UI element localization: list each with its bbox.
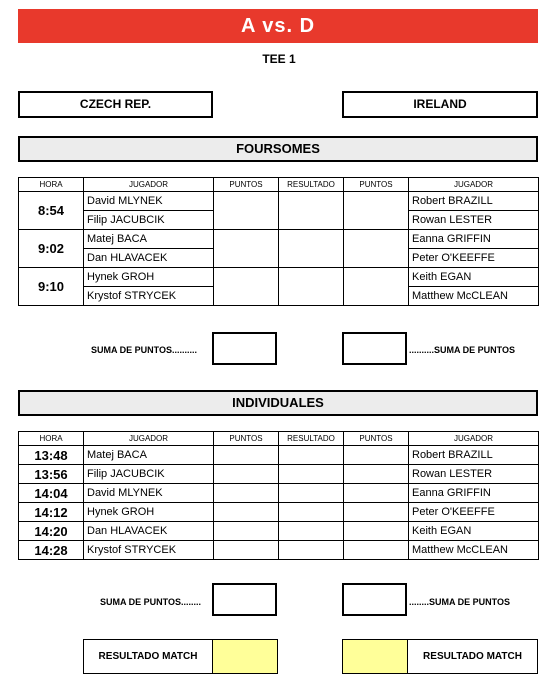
player-right: Rowan LESTER (409, 211, 539, 230)
column-header: PUNTOS (344, 178, 409, 192)
result-cell[interactable] (279, 192, 344, 230)
points-left-cell[interactable] (214, 446, 279, 465)
result-cell[interactable] (279, 484, 344, 503)
player-left: Dan HLAVACEK (84, 249, 214, 268)
table-row (19, 192, 539, 211)
points-right-cell[interactable] (344, 503, 409, 522)
result-match-left-box[interactable] (212, 639, 278, 674)
player-right: Robert BRAZILL (409, 446, 539, 465)
column-header: PUNTOS (344, 432, 409, 446)
individuales-sum-right-label: ........SUMA DE PUNTOS (409, 597, 511, 607)
table-row (19, 522, 539, 541)
player-left: Hynek GROH (84, 268, 214, 287)
column-header: RESULTADO (279, 178, 344, 192)
column-header: HORA (19, 432, 84, 446)
player-right: Eanna GRIFFIN (409, 484, 539, 503)
table-row (19, 484, 539, 503)
player-right: Peter O'KEEFFE (409, 249, 539, 268)
column-header: JUGADOR (84, 432, 214, 446)
individuales-sum-right-box[interactable] (342, 583, 407, 616)
individuales-sum-left-box[interactable] (212, 583, 277, 616)
points-right-cell[interactable] (344, 541, 409, 560)
tee-time: 14:04 (19, 484, 84, 503)
column-header: JUGADOR (84, 178, 214, 192)
player-right: Peter O'KEEFFE (409, 503, 539, 522)
foursomes-sum-left-label: SUMA DE PUNTOS.......... (91, 345, 198, 355)
table-row (19, 503, 539, 522)
result-cell[interactable] (279, 465, 344, 484)
column-header: HORA (19, 178, 84, 192)
individuales-header: INDIVIDUALES (18, 390, 538, 416)
result-cell[interactable] (279, 541, 344, 560)
result-cell[interactable] (279, 522, 344, 541)
individuales-table (18, 431, 539, 560)
points-left-cell[interactable] (214, 465, 279, 484)
tee-time: 9:10 (19, 268, 84, 306)
player-right: Keith EGAN (409, 268, 539, 287)
points-right-cell[interactable] (344, 446, 409, 465)
column-header: PUNTOS (214, 178, 279, 192)
tee-time: 8:54 (19, 192, 84, 230)
points-right-cell[interactable] (344, 522, 409, 541)
table-row (19, 465, 539, 484)
foursomes-sum-right-label: ..........SUMA DE PUNTOS (409, 345, 516, 355)
column-header: JUGADOR (409, 178, 539, 192)
tee-time: 9:02 (19, 230, 84, 268)
points-left-cell[interactable] (214, 268, 279, 306)
result-cell[interactable] (279, 503, 344, 522)
match-title-banner: A vs. D (18, 9, 538, 43)
points-left-cell[interactable] (214, 230, 279, 268)
player-left: David MLYNEK (84, 484, 214, 503)
player-left: Hynek GROH (84, 503, 214, 522)
player-left: David MLYNEK (84, 192, 214, 211)
result-cell[interactable] (279, 230, 344, 268)
player-right: Matthew McCLEAN (409, 287, 539, 306)
individuales-sum-left-label: SUMA DE PUNTOS........ (100, 597, 202, 607)
result-match-left-label: RESULTADO MATCH (83, 639, 213, 674)
points-right-cell[interactable] (344, 484, 409, 503)
points-right-cell[interactable] (344, 465, 409, 484)
player-left: Filip JACUBCIK (84, 465, 214, 484)
player-left: Matej BACA (84, 446, 214, 465)
points-left-cell[interactable] (214, 192, 279, 230)
column-header: PUNTOS (214, 432, 279, 446)
result-match-right-box[interactable] (342, 639, 408, 674)
column-header: RESULTADO (279, 432, 344, 446)
tee-time: 13:48 (19, 446, 84, 465)
player-left: Krystof STRYCEK (84, 287, 214, 306)
player-left: Filip JACUBCIK (84, 211, 214, 230)
points-left-cell[interactable] (214, 522, 279, 541)
table-row (19, 446, 539, 465)
foursomes-table (18, 177, 539, 306)
tee-time: 14:20 (19, 522, 84, 541)
points-right-cell[interactable] (344, 192, 409, 230)
table-row (19, 268, 539, 287)
player-right: Eanna GRIFFIN (409, 230, 539, 249)
foursomes-sum-left-box[interactable] (212, 332, 277, 365)
column-header: JUGADOR (409, 432, 539, 446)
result-match-right-label: RESULTADO MATCH (407, 639, 538, 674)
player-right: Rowan LESTER (409, 465, 539, 484)
foursomes-header: FOURSOMES (18, 136, 538, 162)
tee-time: 14:28 (19, 541, 84, 560)
table-row (19, 230, 539, 249)
player-right: Matthew McCLEAN (409, 541, 539, 560)
tee-time: 14:12 (19, 503, 84, 522)
table-row (19, 541, 539, 560)
points-left-cell[interactable] (214, 484, 279, 503)
team-right-box: IRELAND (342, 91, 538, 118)
tee-time: 13:56 (19, 465, 84, 484)
points-right-cell[interactable] (344, 268, 409, 306)
points-left-cell[interactable] (214, 503, 279, 522)
player-left: Matej BACA (84, 230, 214, 249)
foursomes-sum-right-box[interactable] (342, 332, 407, 365)
tee-label: TEE 1 (262, 52, 296, 66)
points-right-cell[interactable] (344, 230, 409, 268)
points-left-cell[interactable] (214, 541, 279, 560)
result-cell[interactable] (279, 268, 344, 306)
player-left: Dan HLAVACEK (84, 522, 214, 541)
team-left-box: CZECH REP. (18, 91, 213, 118)
player-right: Keith EGAN (409, 522, 539, 541)
player-right: Robert BRAZILL (409, 192, 539, 211)
result-cell[interactable] (279, 446, 344, 465)
player-left: Krystof STRYCEK (84, 541, 214, 560)
